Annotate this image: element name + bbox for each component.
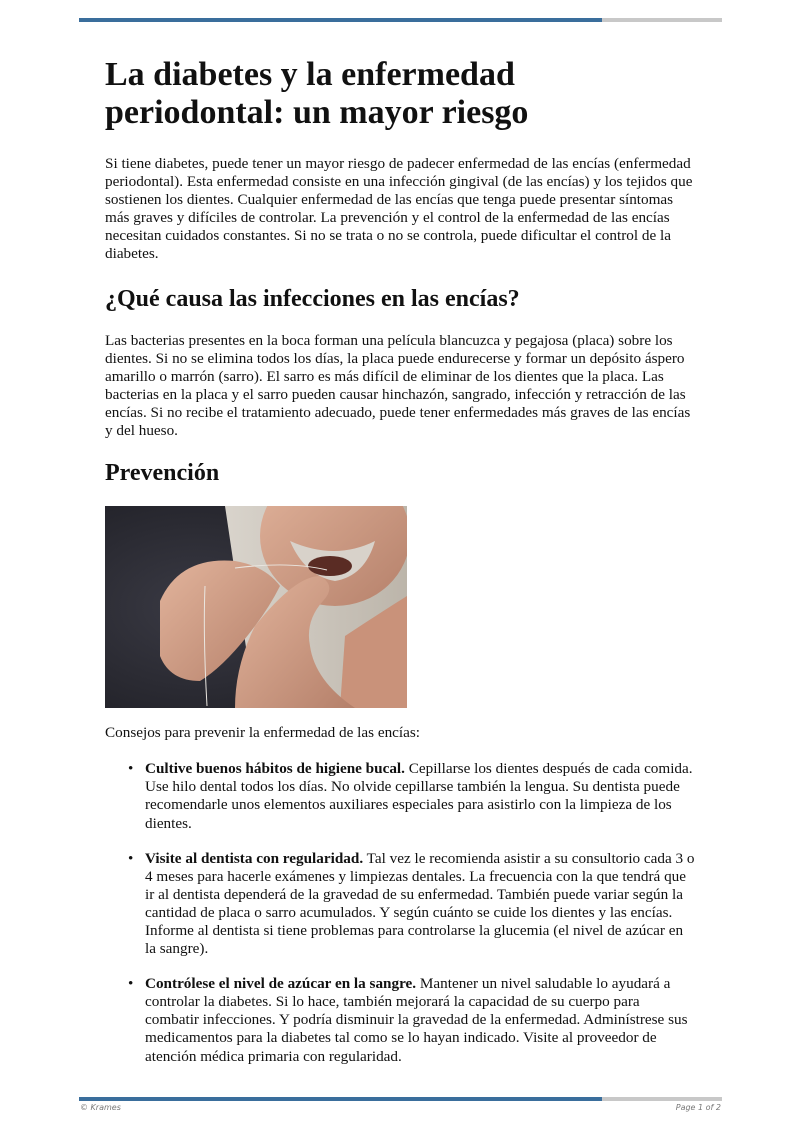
page-title: La diabetes y la enfermedad periodontal: un mayor riesgo: [105, 56, 529, 131]
list-item: [128, 760, 697, 832]
bullet-icon: •: [128, 975, 134, 993]
flossing-photo: [105, 506, 407, 708]
causes-heading: ¿Qué causa las infecciones en las encías?: [105, 285, 520, 312]
flossing-photo-illustration: [105, 506, 407, 708]
causes-paragraph: Las bacterias presentes en la boca forman una película blancuzca y pegajosa (placa) sobre los dientes. Si no se elimina todos los días, la placa puede endurecerse y formar un depósito áspero amarillo o marrón (sarro). El sarro es más difícil de eliminar de los dientes que la placa. Las bacterias en la placa y el sarro pueden causar hinchazón, sangrado, infección y retracción de las encías. Si no recibe el tratamiento adecuado, puede tener enfermedades más graves de las encías y del hueso.: [105, 331, 691, 440]
footer-page-number: Page 1 of 2: [675, 1103, 721, 1112]
document-body: [105, 56, 697, 1083]
tip-title: Visite al dentista con regularidad.: [145, 849, 364, 867]
list-item: [128, 849, 697, 959]
bottom-progress-bar-fill: [79, 1097, 602, 1101]
tip-text: Tal vez le recomienda asistir a su consultorio cada 3 o 4 meses para hacerle exámenes y limpiezas dentales. La frecuencia con la que tendrá que ir al dentista dependerá de la gravedad de su enfermedad. También puede variar según la cantidad de placa o sarro acumulados. Y según cuánto se cuide los dientes y las encías. Informe al dentista si tiene problemas para controlarse la glucemia (el nivel de azúcar en la sangre).: [145, 849, 695, 958]
bullet-icon: •: [128, 760, 134, 778]
bottom-progress-bar: [79, 1097, 722, 1101]
footer-copyright: © Krames: [80, 1103, 121, 1112]
intro-paragraph: Si tiene diabetes, puede tener un mayor riesgo de padecer enfermedad de las encías (enfermedad periodontal). Esta enfermedad consiste en una infección gingival (de las encías) y los tejidos que sostienen los dientes. Cualquier enfermedad de las encías que tenga puede presentar síntomas más graves y difíciles de controlar. La prevención y el control de la enfermedad de las encías necesitan cuidados constantes. Si no se trata o no se controla, puede dificultar el control de la diabetes.: [105, 155, 693, 263]
tip-title: Contrólese el nivel de azúcar en la sangre.: [145, 975, 417, 993]
tip-text: Mantener un nivel saludable lo ayudará a controlar la diabetes. Si lo hace, también mejorará la capacidad de su cuerpo para combatir infecciones. Y podría disminuir la gravedad de la enfermedad. Adminístrese sus medicamentos para la diabetes tal como se lo hayan indicado. Visite al proveedor de atención médica primaria con regularidad.: [145, 975, 688, 1065]
tips-list: [105, 760, 697, 1065]
tip-title: Cultive buenos hábitos de higiene bucal.: [145, 760, 405, 778]
bullet-icon: •: [128, 849, 134, 867]
list-item: [128, 975, 697, 1065]
tip-text: Cepillarse los dientes después de cada comida. Use hilo dental todos los días. No olvide cepillarse también la lengua. Su dentista puede recomendarle unos elementos auxiliares especiales para asistirlo con la limpieza de los dientes.: [145, 760, 693, 832]
tips-intro: Consejos para prevenir la enfermedad de las encías:: [105, 724, 421, 742]
prevention-heading: Prevención: [105, 460, 220, 487]
top-progress-bar: [79, 18, 722, 22]
top-progress-bar-fill: [79, 18, 602, 22]
